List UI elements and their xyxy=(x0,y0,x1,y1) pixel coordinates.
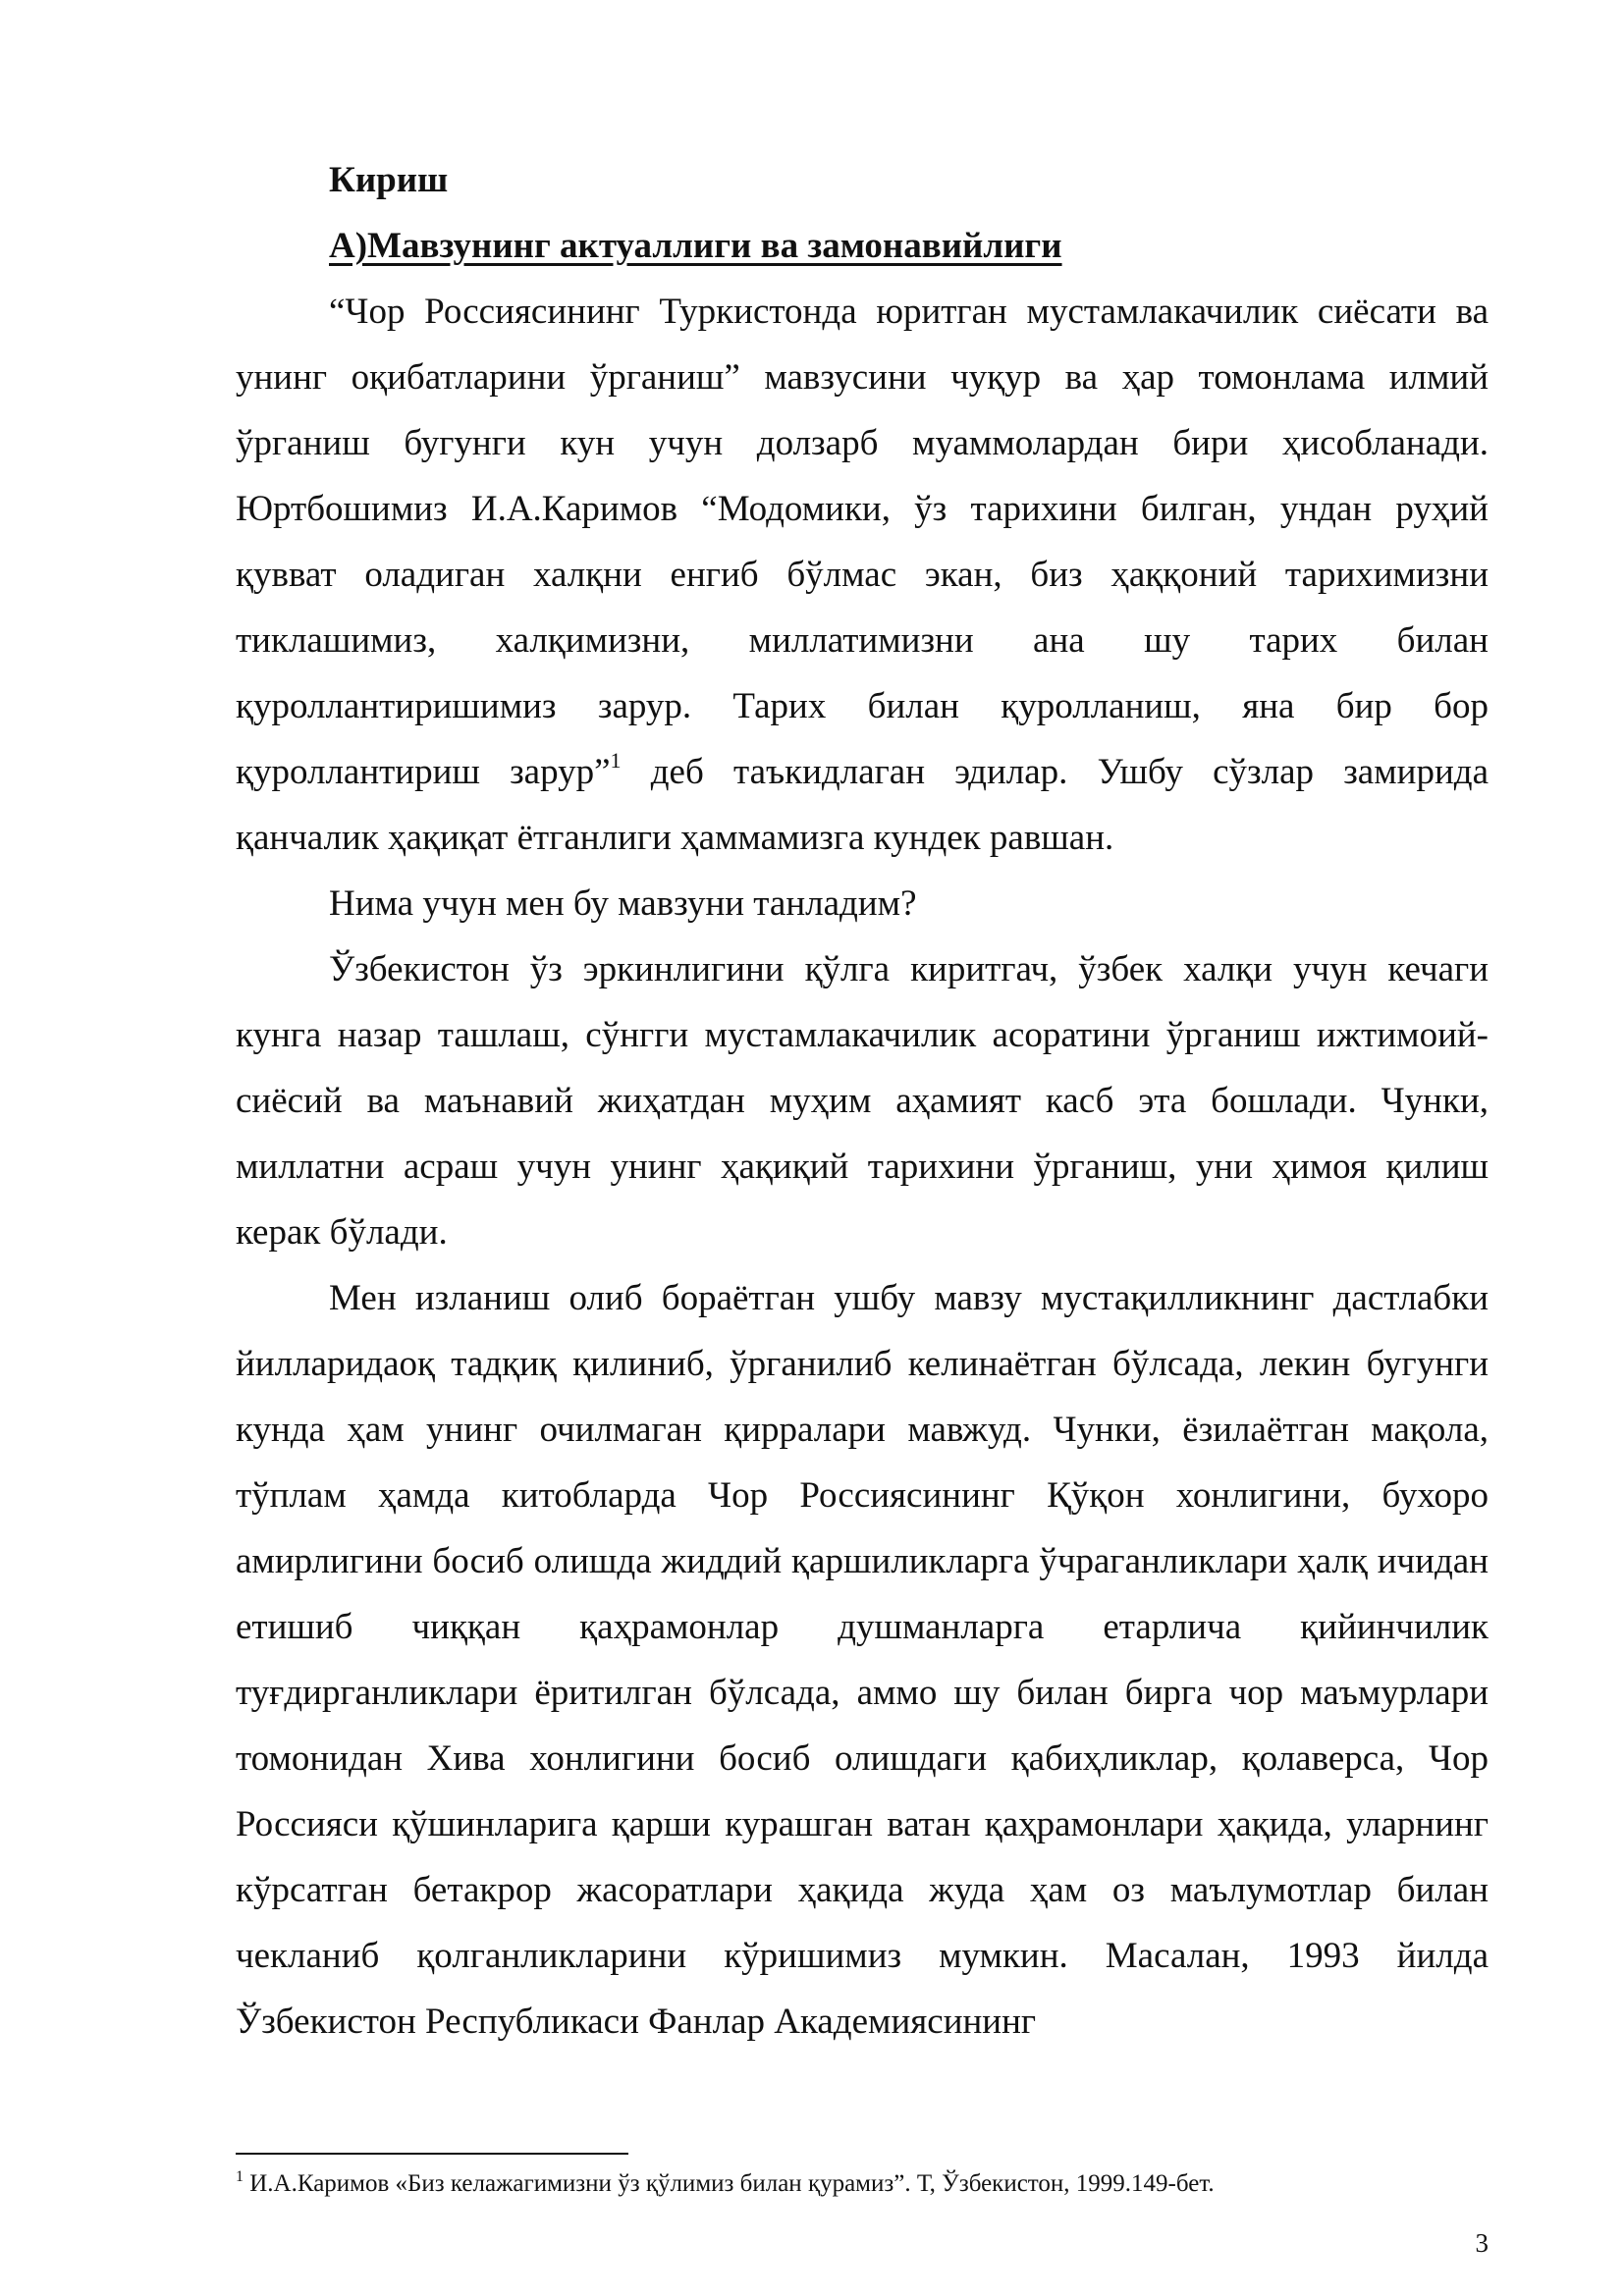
document-body xyxy=(236,147,1489,2055)
footnote-reference: 1 xyxy=(610,748,622,773)
subheading-text: А)Мавзунинг актуаллиги ва замонавийлиги xyxy=(329,226,1062,266)
footnote-separator xyxy=(236,2153,628,2155)
paragraph-1-part-1: “Чор Россиясининг Туркистонда юритган мустамлакачилик сиёсати ва унинг оқибатларини ўрганиш” мавзусини чуқур ва ҳар томонлама илмий ўрганиш бугунги кун учун долзарб муаммолардан бири ҳисобланади. Юртбошимиз И.А.Каримов “Модомики, ўз тарихини билган, ундан руҳий қувват оладиган халқни енгиб бўлмас экан, биз ҳаққоний тарихимизни тиклашимиз, халқимизни, миллатимизни ана шу тарих билан қуроллантиришимиз зарур. Тарих билан қуролланиш, яна бир бор қуроллантириш зарур” xyxy=(236,292,1489,792)
footnote-marker: 1 xyxy=(236,2168,244,2185)
page-number: 3 xyxy=(1475,2228,1489,2258)
footnote-text: И.А.Каримов «Биз келажагимизни ўз қўлимиз билан қурамиз”. Т, Ўзбекистон, 1999.149-бет. xyxy=(244,2170,1215,2197)
paragraph-1 xyxy=(236,279,1489,871)
paragraph-3: Ўзбекистон ўз эркинлигини қўлга киритгач, ўзбек халқи учун кечаги кунга назар ташлаш, сўнгги мустамлакачилик асоратини ўрганиш ижтимоий-сиёсий ва маънавий жиҳатдан муҳим аҳамият касб эта бошлади. Чунки, миллатни асраш учун унинг ҳақиқий тарихини ўрганиш, уни ҳимоя қилиш керак бўлади. xyxy=(236,949,1489,1253)
section-subheading xyxy=(236,213,1489,279)
footnote xyxy=(236,2167,1489,2201)
paragraph-1-part-2: деб таъкидлаган эдилар. Ушбу сўзлар замирида қанчалик ҳақиқат ётганлиги ҳаммамизга кундек равшан. xyxy=(236,752,1489,858)
paragraph-4: Мен изланиш олиб бораётган ушбу мавзу мустақилликнинг дастлабки йилларидаоқ тадқиқ қилиниб, ўрганилиб келинаётган бўлсада, лекин бугунги кунда ҳам унинг очилмаган қирралари мавжуд. Чунки, ёзилаётган мақола, тўплам ҳамда китобларда Чор Россиясининг Қўқон хонлигини, бухоро амирлигини босиб олишда жиддий қаршиликларга ўчраганликлари ҳалқ ичидан етишиб чиққан қаҳрамонлар душманларга етарлича қийинчилик туғдирганликлари ёритилган бўлсада, аммо шу билан бирга чор маъмурлари томонидан Хива хонлигини босиб олишдаги қабиҳликлар, қолаверса, Чор Россияси қўшинларига қарши курашган ватан қаҳрамонлари ҳақида, уларнинг кўрсатган бетакрор жасоратлари ҳақида жуда ҳам оз маълумотлар билан чекланиб қолганликларини кўришимиз мумкин. Масалан, 1993 йилда Ўзбекистон Республикаси Фанлар Академиясининг xyxy=(236,1278,1489,2042)
paragraph-2: Нима учун мен бу мавзуни танладим? xyxy=(329,883,917,924)
section-heading: Кириш xyxy=(329,160,449,200)
